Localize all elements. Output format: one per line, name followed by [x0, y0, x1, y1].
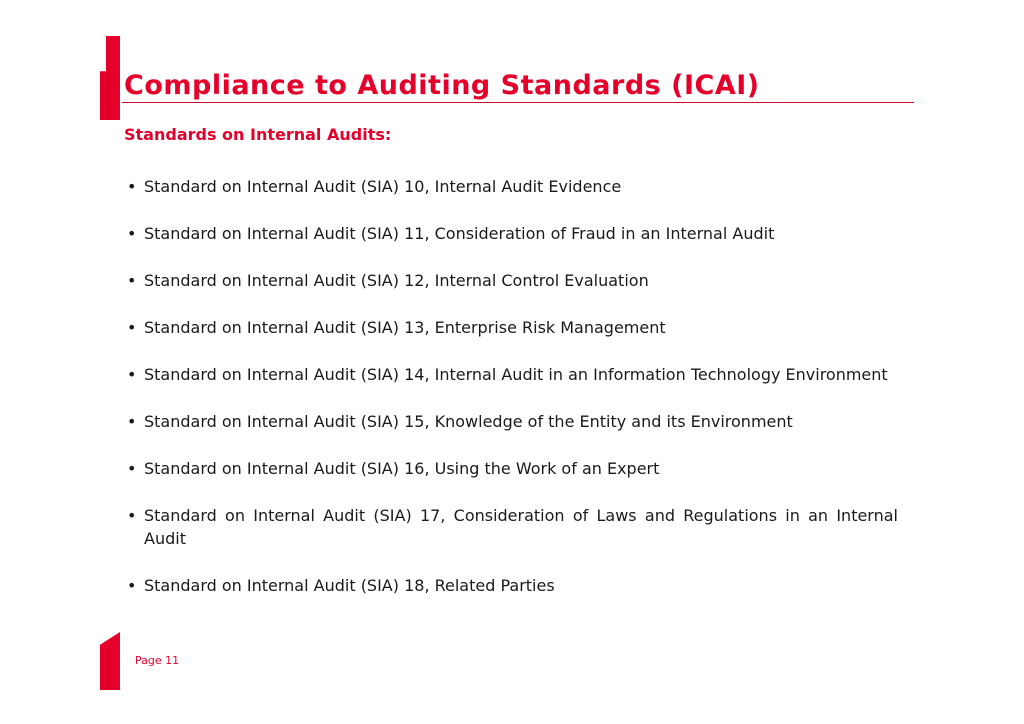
- bullet-glyph: •: [127, 318, 137, 337]
- list-item-text: Standard on Internal Audit (SIA) 17, Consideration of Laws and Regulations in an Internal Audit: [144, 506, 898, 548]
- bullet-glyph: •: [127, 365, 137, 384]
- bullet-glyph: •: [127, 576, 137, 595]
- list-item-text: Standard on Internal Audit (SIA) 11, Consideration of Fraud in an Internal Audit: [144, 224, 775, 243]
- list-item: [124, 457, 898, 480]
- bullet-glyph: •: [127, 506, 137, 525]
- list-item-text: Standard on Internal Audit (SIA) 13, Enterprise Risk Management: [144, 318, 666, 337]
- list-item: [124, 504, 898, 550]
- list-item: [124, 363, 898, 386]
- list-item-text: Standard on Internal Audit (SIA) 12, Internal Control Evaluation: [144, 271, 649, 290]
- list-item-text: Standard on Internal Audit (SIA) 15, Knowledge of the Entity and its Environment: [144, 412, 793, 431]
- standards-list: [124, 175, 898, 621]
- list-item: [124, 410, 898, 433]
- bullet-glyph: •: [127, 459, 137, 478]
- title-divider: [122, 102, 914, 103]
- bullet-glyph: •: [127, 177, 137, 196]
- accent-bar-top: [100, 36, 120, 120]
- list-item-text: Standard on Internal Audit (SIA) 10, Internal Audit Evidence: [144, 177, 622, 196]
- bullet-glyph: •: [127, 412, 137, 431]
- list-item: [124, 316, 898, 339]
- bullet-glyph: •: [127, 224, 137, 243]
- accent-bar-bottom: [100, 632, 120, 690]
- section-subtitle: Standards on Internal Audits:: [124, 125, 392, 144]
- list-item: [124, 574, 898, 597]
- list-item: [124, 175, 898, 198]
- list-item-text: Standard on Internal Audit (SIA) 18, Related Parties: [144, 576, 555, 595]
- bullet-glyph: •: [127, 271, 137, 290]
- page-number: Page 11: [135, 654, 180, 667]
- list-item: [124, 269, 898, 292]
- list-item-text: Standard on Internal Audit (SIA) 16, Using the Work of an Expert: [144, 459, 660, 478]
- list-item-text: Standard on Internal Audit (SIA) 14, Internal Audit in an Information Technology Environment: [144, 365, 888, 384]
- slide-title: Compliance to Auditing Standards (ICAI): [124, 70, 760, 101]
- list-item: [124, 222, 898, 245]
